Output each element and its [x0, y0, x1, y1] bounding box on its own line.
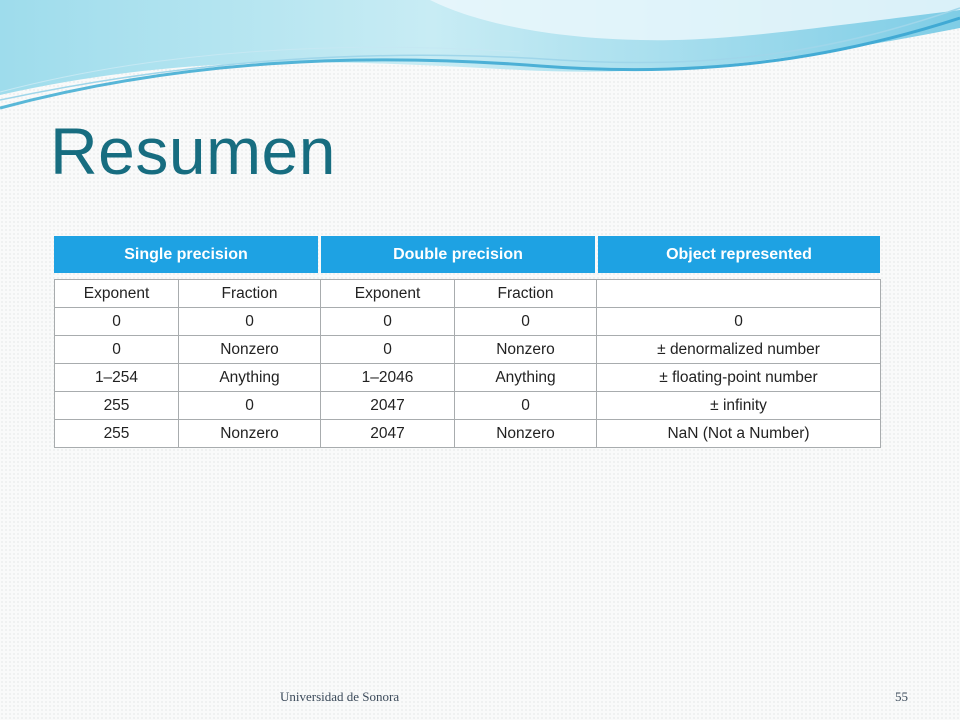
table-row	[55, 364, 881, 392]
cell-object: ± denormalized number	[597, 336, 881, 364]
decorative-wave-header	[0, 0, 960, 130]
col-header-double-fraction: Fraction	[455, 280, 597, 308]
cell-double-exponent: 1–2046	[321, 364, 455, 392]
cell-double-fraction: Nonzero	[455, 420, 597, 448]
cell-single-fraction: 0	[179, 308, 321, 336]
col-header-single-exponent: Exponent	[55, 280, 179, 308]
cell-double-exponent: 0	[321, 308, 455, 336]
cell-double-fraction: 0	[455, 392, 597, 420]
group-header-single-precision: Single precision	[54, 236, 318, 273]
slide-title: Resumen	[50, 114, 336, 188]
cell-double-exponent: 0	[321, 336, 455, 364]
value-grid	[54, 279, 881, 448]
cell-double-fraction: 0	[455, 308, 597, 336]
cell-double-exponent: 2047	[321, 392, 455, 420]
group-header-object-represented: Object represented	[598, 236, 880, 273]
cell-single-exponent: 0	[55, 336, 179, 364]
cell-single-fraction: Nonzero	[179, 420, 321, 448]
group-header-row	[54, 236, 880, 273]
cell-single-exponent: 255	[55, 420, 179, 448]
column-header-row	[55, 280, 881, 308]
cell-object: 0	[597, 308, 881, 336]
cell-object: ± floating-point number	[597, 364, 881, 392]
col-header-single-fraction: Fraction	[179, 280, 321, 308]
col-header-object	[597, 280, 881, 308]
cell-object: NaN (Not a Number)	[597, 420, 881, 448]
cell-double-fraction: Anything	[455, 364, 597, 392]
footer-institution: Universidad de Sonora	[280, 689, 400, 704]
ieee754-summary-table	[54, 236, 880, 448]
cell-single-exponent: 0	[55, 308, 179, 336]
cell-single-exponent: 255	[55, 392, 179, 420]
cell-object: ± infinity	[597, 392, 881, 420]
footer-page-number: 55	[895, 689, 908, 704]
table-row	[55, 308, 881, 336]
cell-double-fraction: Nonzero	[455, 336, 597, 364]
table-row	[55, 420, 881, 448]
group-header-double-precision: Double precision	[321, 236, 595, 273]
cell-single-fraction: 0	[179, 392, 321, 420]
col-header-double-exponent: Exponent	[321, 280, 455, 308]
cell-single-fraction: Nonzero	[179, 336, 321, 364]
cell-single-exponent: 1–254	[55, 364, 179, 392]
cell-single-fraction: Anything	[179, 364, 321, 392]
table-row	[55, 392, 881, 420]
table-row	[55, 336, 881, 364]
cell-double-exponent: 2047	[321, 420, 455, 448]
